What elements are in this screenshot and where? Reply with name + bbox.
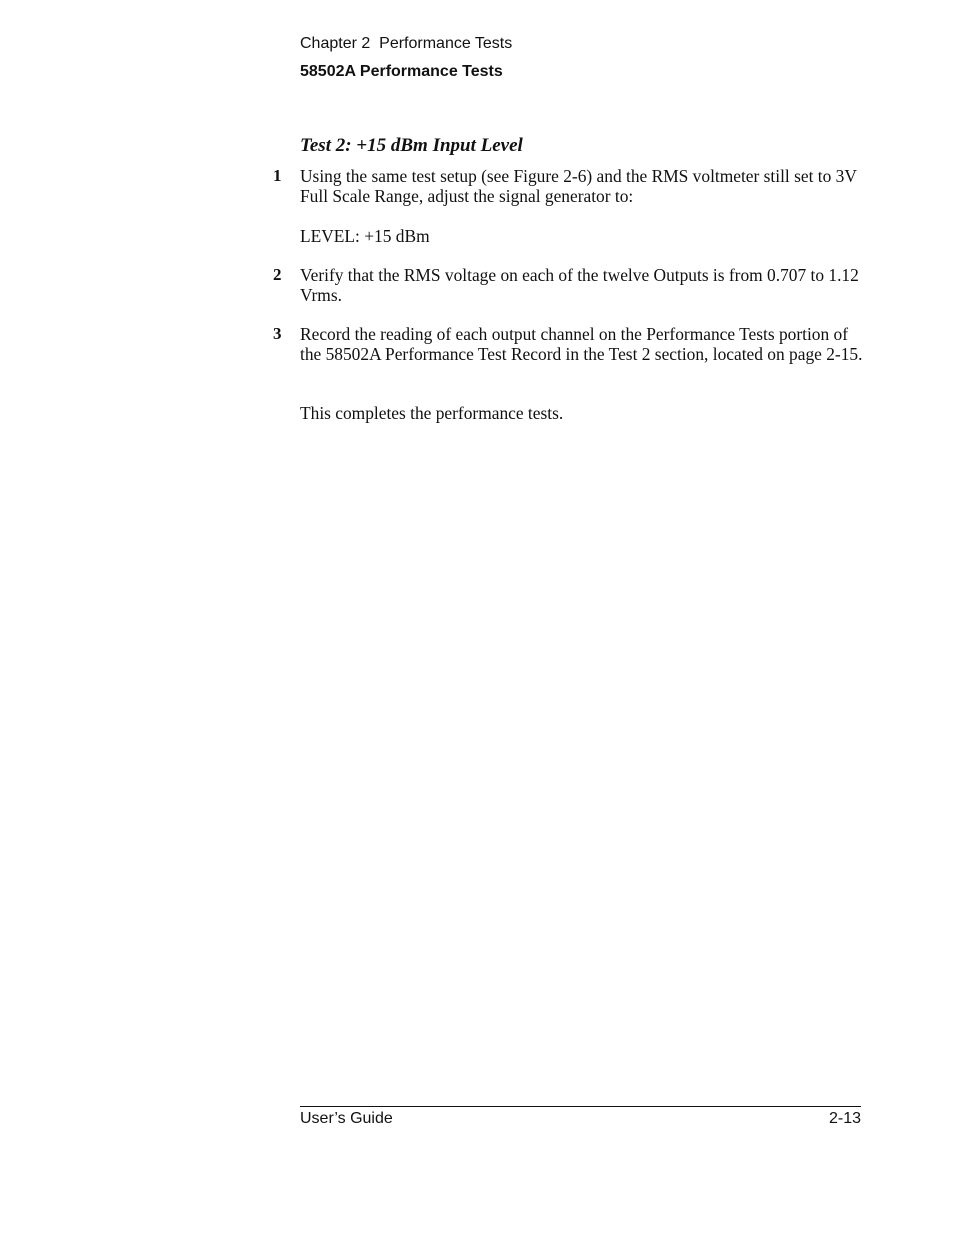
running-header-chapter: Chapter 2 Performance Tests [300, 35, 513, 52]
step-text: Verify that the RMS voltage on each of the twelve Outputs is from 0.707 to 1.12 Vrms. [300, 265, 859, 305]
footer-rule [300, 1106, 861, 1107]
page-number: 2-13 [828, 1110, 861, 1127]
footer-title: User’s Guide [300, 1110, 393, 1127]
section-heading: Test 2: +15 dBm Input Level [300, 135, 523, 156]
step-number: 1 [273, 166, 282, 185]
step-text: Record the reading of each output channel on the Performance Tests portion of the 58502A Performance Test Record in the Test 2 section, located on page 2-15. [300, 324, 863, 364]
running-header-section: 58502A Performance Tests [300, 63, 503, 80]
level-setting: LEVEL: +15 dBm [300, 226, 430, 246]
closing-paragraph: This completes the performance tests. [300, 403, 564, 423]
step-number: 3 [273, 324, 282, 343]
step-text: Using the same test setup (see Figure 2-6) and the RMS voltmeter still set to 3V Full Scale Range, adjust the signal generator to: [300, 166, 857, 206]
step-number: 2 [273, 265, 282, 284]
